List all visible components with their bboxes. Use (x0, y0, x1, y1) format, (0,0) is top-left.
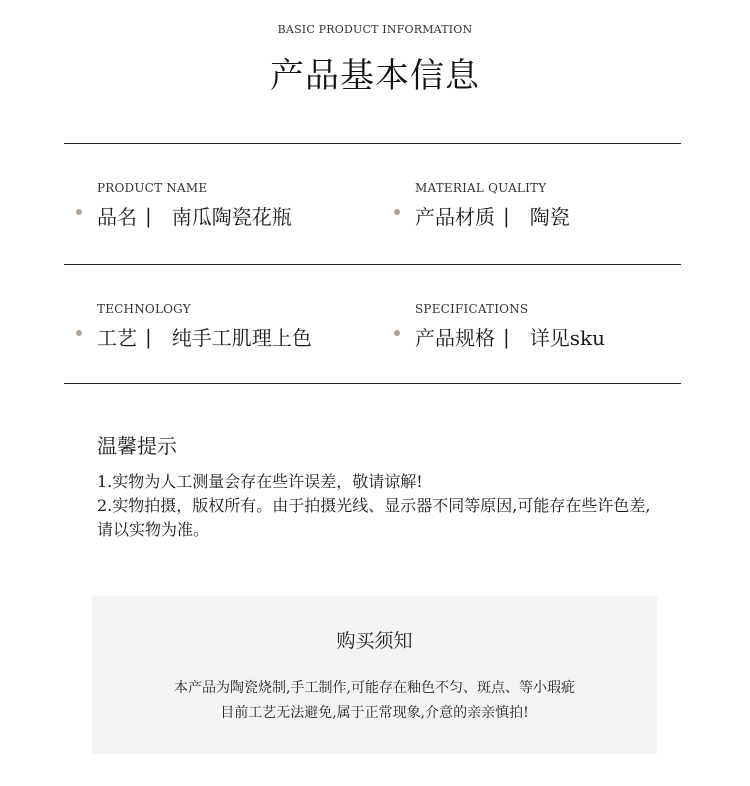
tips-line: 1.实物为人工测量会存在些许误差，敬请谅解! (97, 472, 423, 491)
tips-line: 2.实物拍摄，版权所有。由于拍摄光线、显示器不同等原因,可能存在些许色差, (97, 496, 651, 515)
info-label: 产品材质 (415, 205, 495, 229)
page-title: 产品基本信息 (270, 56, 480, 96)
info-value: 详见sku (529, 326, 606, 350)
info-specifications (415, 302, 605, 351)
tips-line: 请以实物为准。 (97, 520, 210, 539)
info-label: 品名 (97, 205, 137, 229)
info-value: 南瓜陶瓷花瓶 (171, 205, 292, 229)
info-en-label: PRODUCT NAME (97, 181, 208, 195)
info-separator: | (503, 203, 510, 228)
info-label: 工艺 (97, 326, 137, 350)
info-separator: | (145, 203, 152, 228)
tips-body (97, 470, 697, 542)
info-value: 陶瓷 (529, 205, 570, 229)
divider-bottom (64, 383, 681, 384)
info-en-label: SPECIFICATIONS (415, 302, 529, 316)
info-label: 产品规格 (415, 326, 495, 350)
bullet-dot-icon (76, 209, 82, 215)
bullet-dot-icon (394, 209, 400, 215)
divider-top (64, 143, 681, 144)
info-separator: | (145, 324, 152, 349)
tips-title: 温馨提示 (97, 434, 177, 458)
info-separator: | (503, 324, 510, 349)
bullet-dot-icon (394, 330, 400, 336)
bullet-dot-icon (76, 330, 82, 336)
info-en-label: TECHNOLOGY (97, 302, 191, 316)
info-value: 纯手工肌理上色 (171, 326, 312, 350)
info-material (415, 181, 570, 230)
notice-body (92, 676, 657, 726)
info-technology (97, 302, 312, 351)
notice-line: 目前工艺无法避免,属于正常现象,介意的亲亲慎拍! (220, 705, 529, 721)
notice-line: 本产品为陶瓷烧制,手工制作,可能存在釉色不匀、斑点、等小瑕疵 (174, 680, 575, 696)
section-subtitle: BASIC PRODUCT INFORMATION (277, 23, 473, 36)
info-en-label: MATERIAL QUALITY (415, 181, 547, 195)
info-product-name (97, 181, 292, 230)
purchase-notice-box (92, 596, 657, 754)
notice-title: 购买须知 (336, 630, 413, 652)
divider-middle (64, 264, 681, 265)
